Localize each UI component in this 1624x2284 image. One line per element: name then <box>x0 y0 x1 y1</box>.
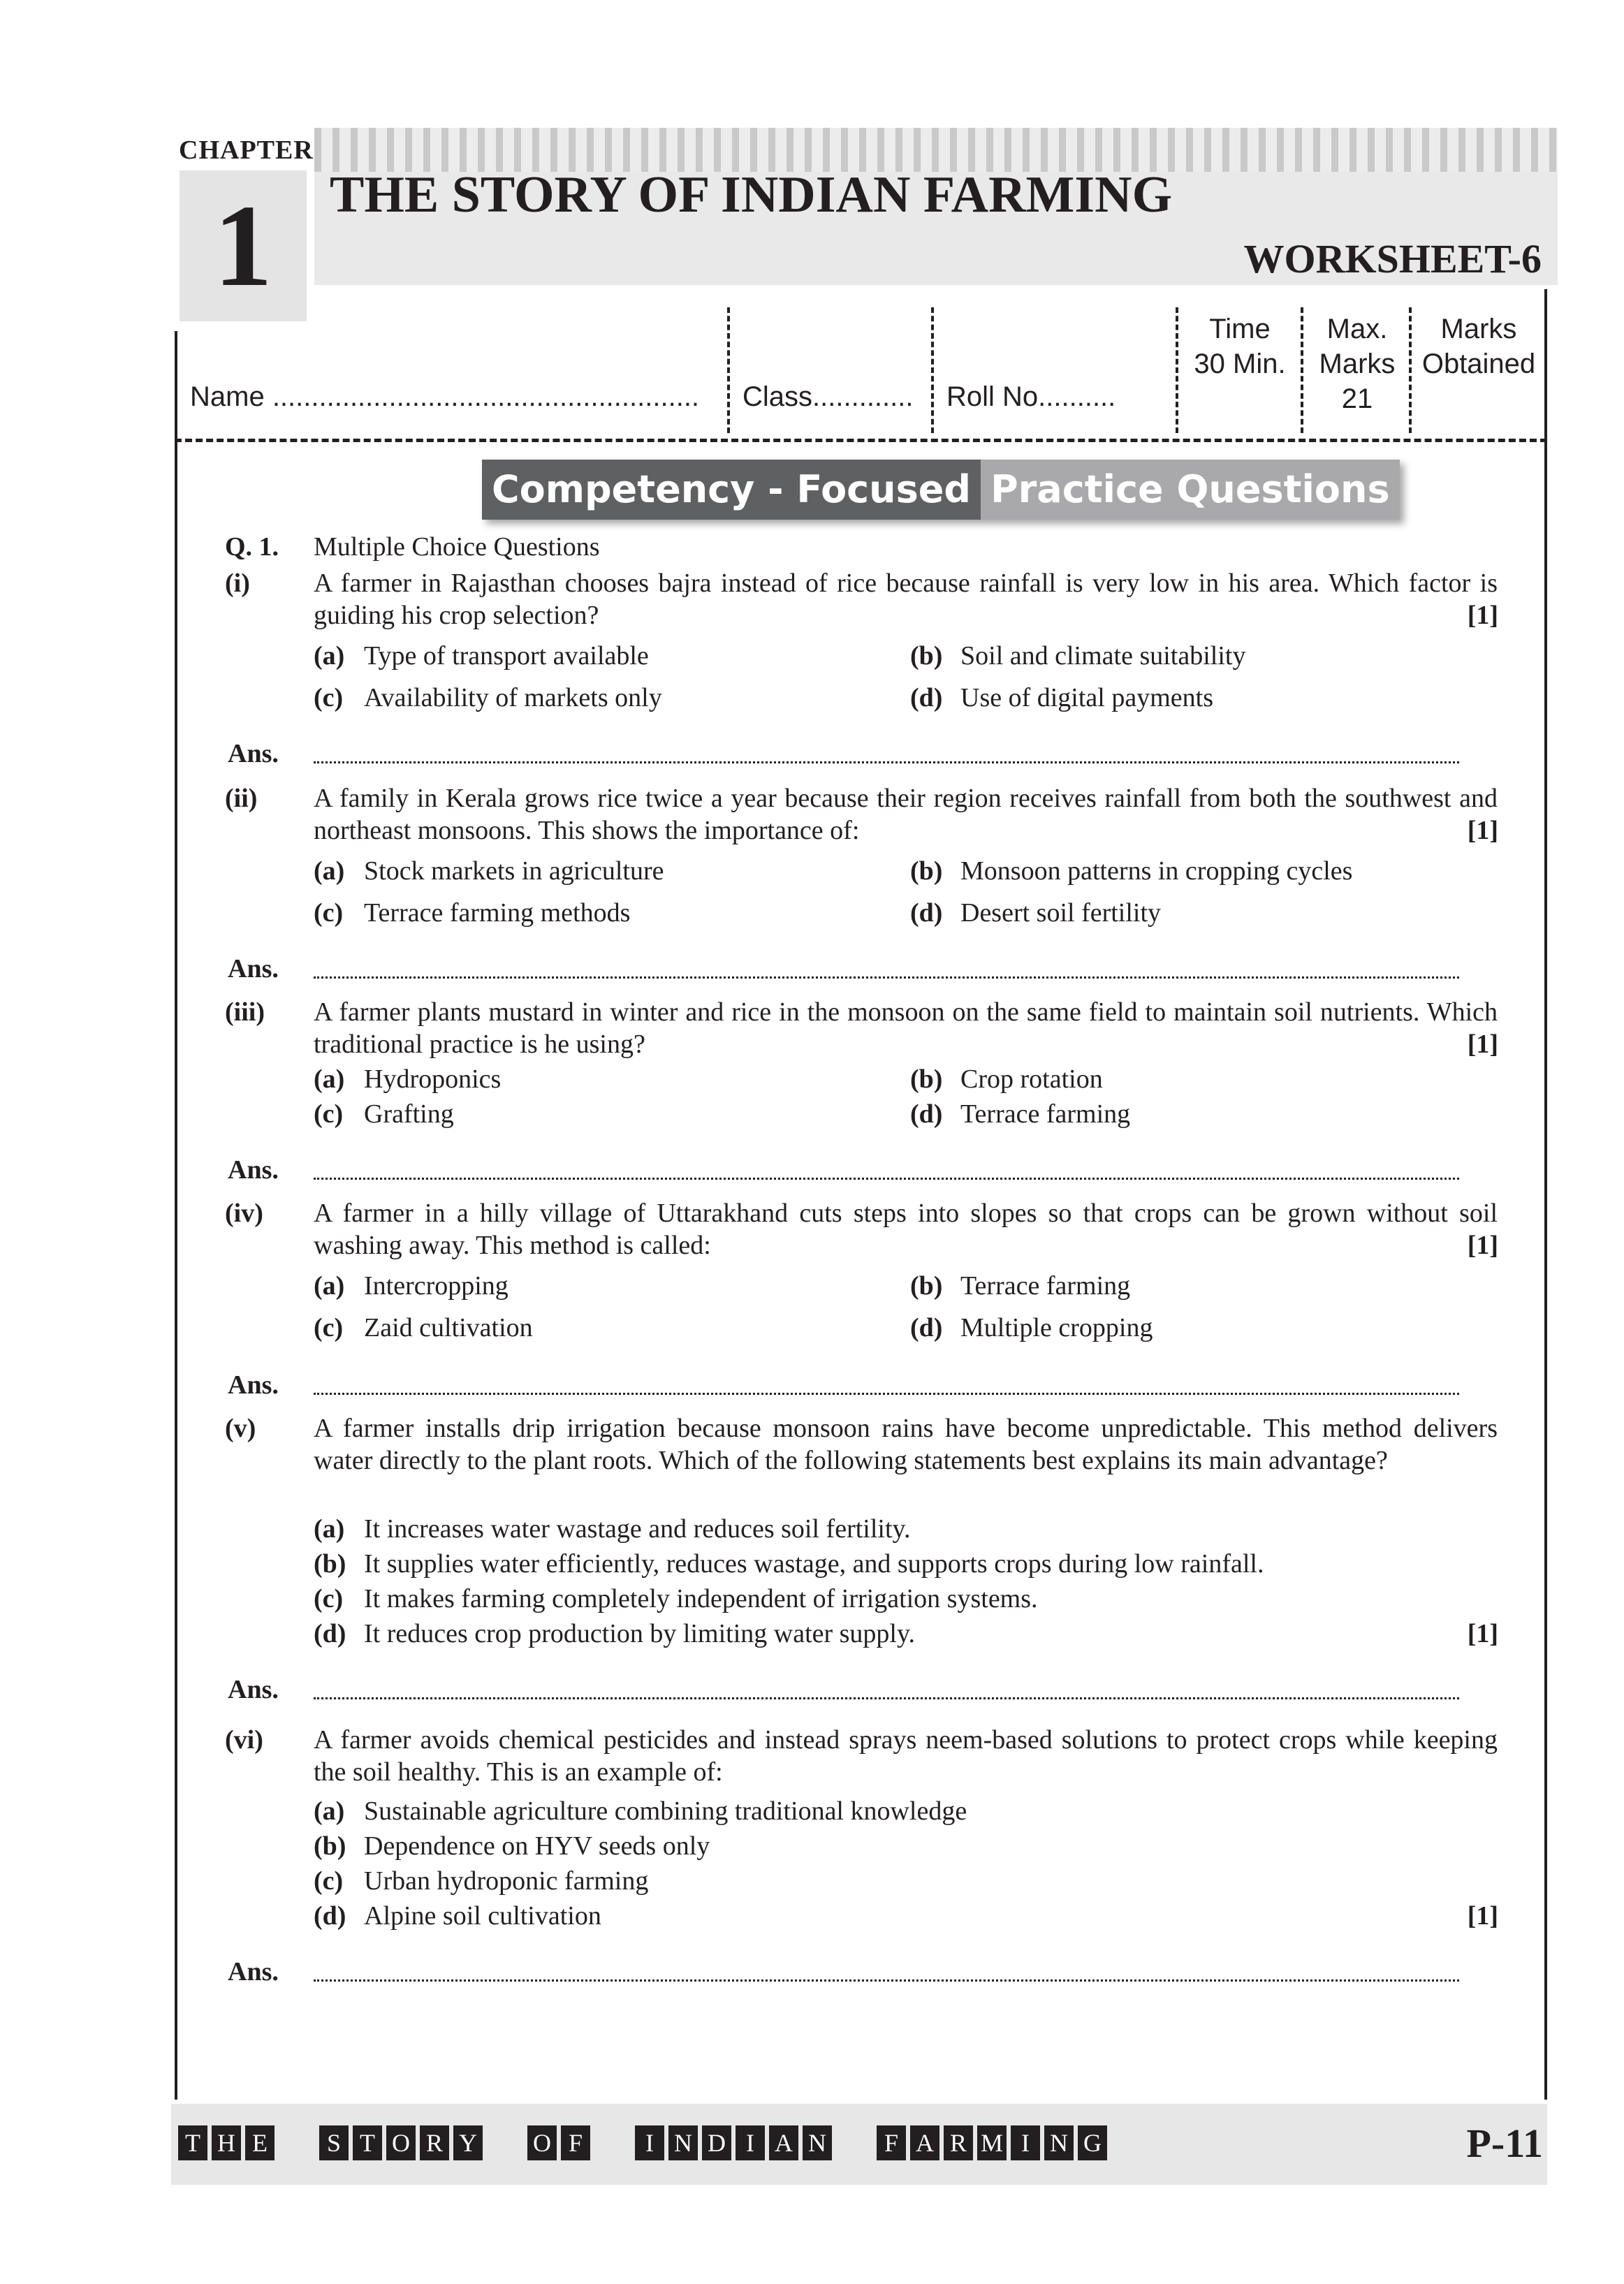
option-label: (d) <box>910 1099 943 1129</box>
max-marks-label: Marks <box>1319 349 1396 379</box>
option-text: It reduces crop production by limiting water supply. <box>364 1619 916 1648</box>
option-text: Grafting <box>364 1099 454 1129</box>
answer-line[interactable] <box>314 761 1459 763</box>
name-field: Name ....................................................... <box>190 381 700 412</box>
question-marks: [1] <box>1467 1619 1498 1648</box>
option-text: Type of transport available <box>364 641 649 671</box>
question-text: A family in Kerala grows rice twice a year because their region receives rainfall from both the southwest and northeast monsoons. This shows the importance of: <box>314 784 1498 845</box>
option-b <box>910 1270 1130 1302</box>
option-text: Desert soil fertility <box>960 898 1162 928</box>
max-marks-label: Max. <box>1326 314 1388 344</box>
question-marks: [1] <box>1467 1231 1498 1260</box>
question-marks: [1] <box>1467 1901 1498 1931</box>
answer-label: Ans. <box>228 1370 279 1400</box>
footer-word <box>527 2125 594 2160</box>
option-text: Zaid cultivation <box>364 1313 533 1342</box>
footer-letter-box: R <box>420 2125 449 2160</box>
footer-word <box>635 2125 836 2160</box>
question-marks: [1] <box>1467 816 1498 845</box>
frame-left-border <box>175 331 177 2100</box>
option-c <box>314 1865 648 1897</box>
option-text: Terrace farming <box>960 1271 1131 1301</box>
option-text: Urban hydroponic farming <box>364 1866 649 1896</box>
footer-word <box>178 2125 279 2160</box>
option-d <box>314 1900 601 1932</box>
footer-letter-box: N <box>1044 2125 1074 2160</box>
footer-letter-box: I <box>736 2125 765 2160</box>
option-text: Soil and climate suitability <box>960 641 1246 671</box>
question-marks: [1] <box>1467 601 1498 630</box>
option-label: (c) <box>314 1313 344 1342</box>
option-a <box>314 640 649 672</box>
option-b <box>314 1830 710 1862</box>
option-text: Availability of markets only <box>364 683 662 712</box>
question-number: (iv) <box>225 1199 263 1228</box>
answer-label: Ans. <box>228 1675 279 1704</box>
option-label: (b) <box>910 1271 943 1301</box>
question-text: A farmer avoids chemical pesticides and instead sprays neem-based solutions to protect crops while keeping the soil healthy. This is an example of: <box>314 1725 1498 1787</box>
answer-line[interactable] <box>314 1178 1459 1180</box>
option-label: (a) <box>314 1064 345 1094</box>
footer-letter-box: T <box>353 2125 382 2160</box>
footer-letter-box: F <box>561 2125 590 2160</box>
option-text: Hydroponics <box>364 1064 502 1094</box>
footer-letter-box: N <box>668 2125 698 2160</box>
option-b <box>314 1548 1264 1580</box>
frame-right-border <box>1544 289 1547 2100</box>
footer-word <box>877 2125 1111 2160</box>
page-number: P-11 <box>1466 2121 1543 2166</box>
option-d <box>910 897 1161 929</box>
option-label: (d) <box>314 1901 346 1931</box>
question-number: (ii) <box>225 784 258 813</box>
footer-letter-box: H <box>212 2125 241 2160</box>
question-number: (v) <box>225 1414 256 1443</box>
option-a <box>314 855 664 887</box>
option-label: (b) <box>910 856 943 886</box>
competency-banner <box>482 460 1400 520</box>
option-text: Crop rotation <box>960 1064 1103 1094</box>
option-label: (b) <box>314 1831 346 1861</box>
option-label: (c) <box>314 683 344 712</box>
time-value: 30 Min. <box>1194 349 1286 379</box>
option-label: (d) <box>910 683 943 712</box>
time-label: Time <box>1209 314 1271 344</box>
option-label: (a) <box>314 856 345 886</box>
marks-obtained-label: Obtained <box>1421 349 1536 379</box>
footer-letter-box: Y <box>453 2125 483 2160</box>
option-c <box>314 682 662 714</box>
answer-line[interactable] <box>314 1393 1459 1395</box>
info-bottom-divider <box>175 439 1547 442</box>
answer-line[interactable] <box>314 1697 1459 1699</box>
option-text: It supplies water efficiently, reduces wastage, and supports crops during low rainfall. <box>364 1549 1264 1579</box>
chapter-title: THE STORY OF INDIAN FARMING <box>330 166 1173 224</box>
option-text: Sustainable agriculture combining traditional knowledge <box>364 1796 967 1826</box>
footer-letter-box: T <box>178 2125 207 2160</box>
info-divider <box>1176 307 1178 433</box>
question-text: A farmer in Rajasthan chooses bajra instead of rice because rainfall is very low in his area. Which factor is guiding his crop selection? <box>314 569 1498 630</box>
option-label: (d) <box>910 898 943 928</box>
option-label: (c) <box>314 1099 344 1129</box>
banner-part-2: Practice Questions <box>981 460 1400 520</box>
option-a <box>314 1063 501 1095</box>
option-text: Intercropping <box>364 1271 509 1301</box>
question-text: A farmer installs drip irrigation because monsoon rains have become unpredictable. This method delivers water directly to the plant roots. Which of the following statements best explains its main advantage? <box>314 1414 1498 1475</box>
worksheet-label: WORKSHEET-6 <box>1243 236 1542 281</box>
option-a <box>314 1513 911 1545</box>
footer-letter-box: O <box>386 2125 416 2160</box>
section-title: Multiple Choice Questions <box>314 532 600 562</box>
option-text: It increases water wastage and reduces soil fertility. <box>364 1514 911 1544</box>
answer-label: Ans. <box>228 954 279 983</box>
footer-letter-box: A <box>910 2125 939 2160</box>
answer-label: Ans. <box>228 739 279 768</box>
class-field: Class............. <box>742 381 914 412</box>
option-text: Stock markets in agriculture <box>364 856 664 886</box>
footer-letter-box: R <box>944 2125 973 2160</box>
option-label: (a) <box>314 1514 345 1544</box>
max-marks-value: 21 <box>1341 383 1373 414</box>
roll-no-field: Roll No.......... <box>946 381 1116 412</box>
option-label: (d) <box>910 1313 943 1342</box>
option-label: (d) <box>314 1619 346 1648</box>
option-d <box>910 682 1213 714</box>
option-a <box>314 1270 509 1302</box>
answer-label: Ans. <box>228 1155 279 1185</box>
footer-word <box>319 2125 487 2160</box>
option-d <box>910 1312 1153 1344</box>
option-c <box>314 1312 533 1344</box>
footer-letter-box: O <box>527 2125 557 2160</box>
option-d <box>314 1618 915 1650</box>
chapter-number: 1 <box>180 170 307 321</box>
option-text: It makes farming completely independent of irrigation systems. <box>364 1584 1038 1613</box>
option-label: (c) <box>314 1866 344 1896</box>
option-text: Monsoon patterns in cropping cycles <box>960 856 1353 886</box>
chapter-label: CHAPTER <box>175 133 312 168</box>
footer-letter-box: I <box>1011 2125 1040 2160</box>
section-number: Q. 1. <box>225 532 279 562</box>
option-c <box>314 1583 1038 1615</box>
footer-title <box>178 2125 1152 2160</box>
footer-letter-box: G <box>1078 2125 1107 2160</box>
footer-letter-box: M <box>977 2125 1007 2160</box>
footer-letter-box: I <box>635 2125 664 2160</box>
question-text: A farmer plants mustard in winter and rice in the monsoon on the same field to maintain soil nutrients. Which traditional practice is he using? <box>314 997 1498 1059</box>
info-divider <box>727 307 730 433</box>
option-b <box>910 855 1352 887</box>
question-text: A farmer in a hilly village of Uttarakhand cuts steps into slopes so that crops can be grown without soil washing away. This method is called: <box>314 1199 1498 1260</box>
option-b <box>910 640 1245 672</box>
info-divider <box>931 307 934 433</box>
question-marks: [1] <box>1467 1030 1498 1059</box>
option-text: Terrace farming <box>960 1099 1131 1129</box>
footer-letter-box: F <box>877 2125 906 2160</box>
answer-line[interactable] <box>314 1979 1459 1982</box>
answer-line[interactable] <box>314 976 1459 979</box>
footer-letter-box: E <box>245 2125 275 2160</box>
option-label: (b) <box>314 1549 346 1579</box>
marks-obtained-label: Marks <box>1440 314 1517 344</box>
option-label: (b) <box>910 1064 943 1094</box>
question-number: (vi) <box>225 1725 263 1755</box>
option-c <box>314 1098 454 1130</box>
footer-letter-box: A <box>769 2125 798 2160</box>
option-d <box>910 1098 1130 1130</box>
option-label: (b) <box>910 641 943 671</box>
question-number: (i) <box>225 569 250 598</box>
option-text: Alpine soil cultivation <box>364 1901 601 1931</box>
answer-label: Ans. <box>228 1957 279 1986</box>
option-label: (a) <box>314 1271 345 1301</box>
option-c <box>314 897 630 929</box>
footer-letter-box: N <box>803 2125 832 2160</box>
info-divider <box>1301 307 1303 433</box>
option-text: Multiple cropping <box>960 1313 1153 1342</box>
info-divider <box>1409 307 1412 433</box>
footer-letter-box: D <box>702 2125 731 2160</box>
option-label: (a) <box>314 641 345 671</box>
option-text: Terrace farming methods <box>364 898 631 928</box>
option-text: Dependence on HYV seeds only <box>364 1831 710 1861</box>
option-b <box>910 1063 1103 1095</box>
footer-letter-box: S <box>319 2125 349 2160</box>
option-label: (c) <box>314 1584 344 1613</box>
option-text: Use of digital payments <box>960 683 1213 712</box>
question-number: (iii) <box>225 997 265 1027</box>
banner-part-1: Competency - Focused <box>482 460 981 520</box>
option-label: (c) <box>314 898 344 928</box>
option-label: (a) <box>314 1796 345 1826</box>
option-a <box>314 1795 967 1827</box>
